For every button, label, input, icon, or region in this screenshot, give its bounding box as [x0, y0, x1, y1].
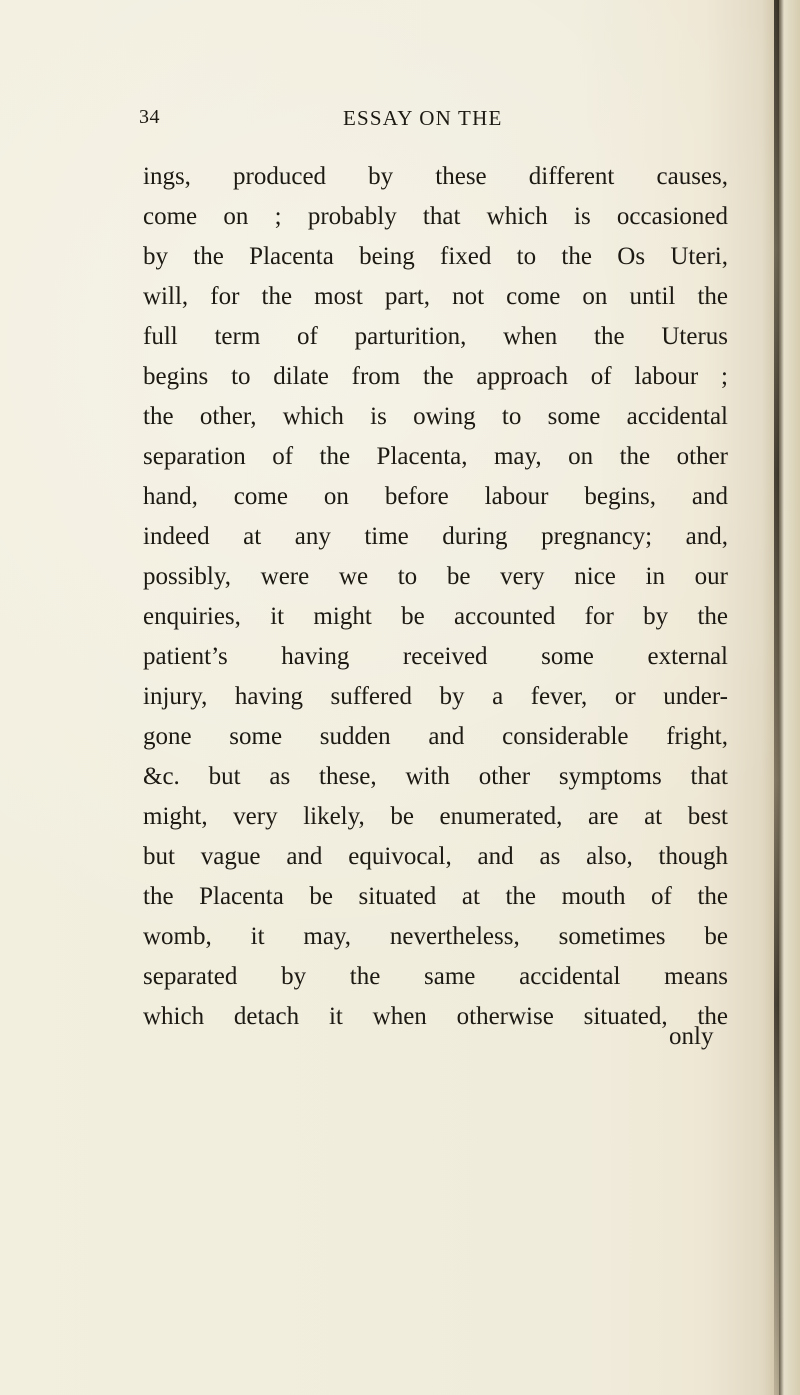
text-line: separated by the same accidental means [143, 963, 728, 990]
text-line: injury, having suffered by a fever, or under- [143, 683, 728, 710]
text-line: enquiries, it might be accounted for by the [143, 603, 728, 630]
text-line: womb, it may, nevertheless, sometimes be [143, 923, 728, 950]
running-head: ESSAY ON THE [343, 106, 503, 130]
page-header [115, 96, 725, 136]
catchword: only [669, 1023, 714, 1050]
text-line: indeed at any time during pregnancy; and, [143, 523, 728, 550]
text-line: which detach it when otherwise situated, the [143, 1003, 728, 1030]
text-line: the Placenta be situated at the mouth of the [143, 883, 728, 910]
text-line: gone some sudden and considerable fright, [143, 723, 728, 750]
binding-edge [774, 0, 779, 1395]
text-line: &c. but as these, with other symptoms that [143, 763, 728, 790]
page-number: 34 [139, 106, 160, 128]
text-line: separation of the Placenta, may, on the other [143, 443, 728, 470]
text-line: possibly, were we to be very nice in our [143, 563, 728, 590]
text-line: come on ; probably that which is occasioned [143, 203, 728, 230]
body-text [143, 157, 728, 1037]
text-line: by the Placenta being fixed to the Os Uteri, [143, 243, 728, 270]
text-line: full term of parturition, when the Uterus [143, 323, 728, 350]
text-line: will, for the most part, not come on until the [143, 283, 728, 310]
text-line: but vague and equivocal, and as also, though [143, 843, 728, 870]
text-line: might, very likely, be enumerated, are at best [143, 803, 728, 830]
text-line: patient’s having received some external [143, 643, 728, 670]
text-line: hand, come on before labour begins, and [143, 483, 728, 510]
page-edge-shadow [762, 0, 800, 1395]
text-line: ings, produced by these different causes, [143, 163, 728, 190]
text-line: begins to dilate from the approach of labour ; [143, 363, 728, 390]
text-line: the other, which is owing to some accidental [143, 403, 728, 430]
